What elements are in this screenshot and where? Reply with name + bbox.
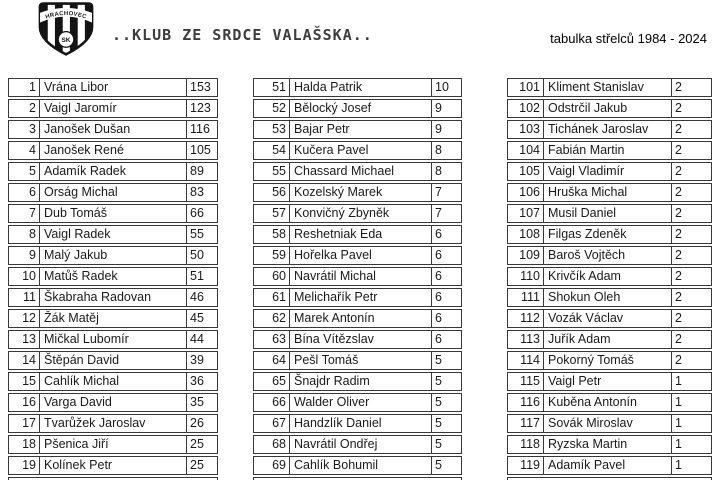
goals-cell: 83: [186, 184, 217, 201]
table-row: [253, 288, 462, 307]
scorers-table-3: [507, 78, 712, 480]
goals-cell: 7: [431, 184, 461, 201]
rank-cell: 65: [272, 374, 286, 388]
goals-cell: 2: [671, 310, 711, 327]
rank-cell: 106: [519, 185, 540, 199]
goals-cell: 51: [186, 268, 217, 285]
rank-cell: 12: [22, 311, 36, 325]
rank-cell: 109: [519, 248, 540, 262]
name-cell: Pešl Tomáš: [289, 352, 431, 369]
table-row: [8, 435, 218, 454]
goals-cell: 45: [186, 310, 217, 327]
goals-cell: 153: [186, 79, 217, 96]
table-row: [507, 456, 712, 475]
table-row: [507, 162, 712, 181]
goals-cell: 6: [431, 310, 461, 327]
rank-cell: 6: [29, 185, 36, 199]
club-crest-icon: [33, 1, 99, 57]
goals-cell: 2: [671, 247, 711, 264]
table-row: [253, 78, 462, 97]
table-row: [507, 99, 712, 118]
rank-cell: 17: [22, 416, 36, 430]
rank-cell: 19: [22, 458, 36, 472]
rank-cell: 8: [29, 227, 36, 241]
name-cell: Navrátil Michal: [289, 268, 431, 285]
name-cell: Varga David: [39, 394, 186, 411]
rank-cell: 113: [520, 332, 540, 346]
goals-cell: 39: [186, 352, 217, 369]
goals-cell: 2: [671, 226, 711, 243]
table-row: [253, 120, 462, 139]
name-cell: Orság Michal: [39, 184, 186, 201]
name-cell: Vaigl Vladimír: [543, 163, 671, 180]
goals-cell: 5: [431, 352, 461, 369]
goals-cell: 5: [431, 415, 461, 432]
scorers-table-2: [253, 78, 462, 480]
rank-cell: 60: [272, 269, 286, 283]
table-row: [507, 246, 712, 265]
goals-cell: 5: [431, 457, 461, 474]
table-row: [507, 120, 712, 139]
table-row: [507, 351, 712, 370]
table-row: [507, 204, 712, 223]
rank-cell: 117: [520, 416, 540, 430]
rank-cell: 11: [23, 290, 36, 304]
table-row: [507, 435, 712, 454]
table-row: [8, 120, 218, 139]
table-row: [8, 99, 218, 118]
rank-cell: 10: [22, 269, 36, 283]
rank-cell: 7: [29, 206, 36, 220]
name-cell: Reshetniak Eda: [289, 226, 431, 243]
rank-cell: 69: [272, 458, 286, 472]
table-row: [8, 162, 218, 181]
rank-cell: 51: [272, 80, 286, 94]
rank-cell: 112: [520, 311, 540, 325]
name-cell: Vaigl Jaromír: [39, 100, 186, 117]
goals-cell: 1: [671, 457, 711, 474]
name-cell: Adamík Pavel: [543, 457, 671, 474]
goals-cell: 10: [431, 79, 461, 96]
goals-cell: 2: [671, 142, 711, 159]
goals-cell: 66: [186, 205, 217, 222]
rank-cell: 64: [272, 353, 286, 367]
rank-cell: 108: [519, 227, 540, 241]
rank-cell: 13: [22, 332, 36, 346]
goals-cell: 2: [671, 100, 711, 117]
rank-cell: 54: [272, 143, 286, 157]
goals-cell: 36: [186, 373, 217, 390]
table-row: [507, 141, 712, 160]
goals-cell: 7: [431, 205, 461, 222]
goals-cell: 50: [186, 247, 217, 264]
goals-cell: 2: [671, 121, 711, 138]
table-row: [507, 414, 712, 433]
rank-cell: 15: [22, 374, 36, 388]
goals-cell: 105: [186, 142, 217, 159]
rank-cell: 52: [272, 101, 286, 115]
club-motto: ..KLUB ZE SRDCE VALAŠSKA..: [112, 26, 373, 44]
name-cell: Halda Patrik: [289, 79, 431, 96]
rank-cell: 105: [519, 164, 540, 178]
rank-cell: 14: [22, 353, 36, 367]
club-logo: [33, 1, 99, 57]
name-cell: Pokorný Tomáš: [543, 352, 671, 369]
rank-cell: 67: [272, 416, 286, 430]
rank-cell: 63: [272, 332, 286, 346]
name-cell: Konvičný Zbyněk: [289, 205, 431, 222]
goals-cell: 2: [671, 268, 711, 285]
table-row: [8, 414, 218, 433]
goals-cell: 1: [671, 415, 711, 432]
table-row: [253, 435, 462, 454]
name-cell: Fabián Martin: [543, 142, 671, 159]
name-cell: Žák Matěj: [39, 310, 186, 327]
name-cell: Musil Daniel: [543, 205, 671, 222]
name-cell: Handzlík Daniel: [289, 415, 431, 432]
goals-cell: 1: [671, 394, 711, 411]
goals-cell: 5: [431, 436, 461, 453]
name-cell: Sovák Miroslav: [543, 415, 671, 432]
goals-cell: 25: [186, 436, 217, 453]
rank-cell: 111: [520, 290, 540, 304]
goals-cell: 123: [186, 100, 217, 117]
rank-cell: 101: [519, 80, 540, 94]
name-cell: Filgas Zdeněk: [543, 226, 671, 243]
goals-cell: 2: [671, 79, 711, 96]
table-row: [8, 78, 218, 97]
name-cell: Hruška Michal: [543, 184, 671, 201]
rank-cell: 18: [22, 437, 36, 451]
name-cell: Cahlík Bohumil: [289, 457, 431, 474]
scorers-table-1: [8, 78, 218, 480]
rank-cell: 55: [272, 164, 286, 178]
name-cell: Hořelka Pavel: [289, 247, 431, 264]
rank-cell: 102: [519, 101, 540, 115]
name-cell: Kolínek Petr: [39, 457, 186, 474]
rank-cell: 66: [272, 395, 286, 409]
table-row: [8, 393, 218, 412]
name-cell: Kliment Stanislav: [543, 79, 671, 96]
table-row: [507, 309, 712, 328]
table-row: [8, 330, 218, 349]
rank-cell: 5: [29, 164, 36, 178]
goals-cell: 2: [671, 352, 711, 369]
goals-cell: 44: [186, 331, 217, 348]
rank-cell: 107: [519, 206, 540, 220]
table-row: [507, 183, 712, 202]
name-cell: Vrána Libor: [39, 79, 186, 96]
rank-cell: 9: [29, 248, 36, 262]
name-cell: Škabraha Radovan: [39, 289, 186, 306]
name-cell: Janošek René: [39, 142, 186, 159]
table-row: [253, 414, 462, 433]
rank-cell: 58: [272, 227, 286, 241]
rank-cell: 56: [272, 185, 286, 199]
name-cell: Krivčík Adam: [543, 268, 671, 285]
name-cell: Chassard Michael: [289, 163, 431, 180]
name-cell: Kozelský Marek: [289, 184, 431, 201]
name-cell: Vaigl Petr: [543, 373, 671, 390]
rank-cell: 61: [272, 290, 286, 304]
goals-cell: 1: [671, 436, 711, 453]
rank-cell: 118: [520, 437, 540, 451]
goals-cell: 2: [671, 289, 711, 306]
table-row: [253, 372, 462, 391]
table-row: [8, 456, 218, 475]
goals-cell: 6: [431, 289, 461, 306]
name-cell: Baroš Vojtěch: [543, 247, 671, 264]
name-cell: Melichařík Petr: [289, 289, 431, 306]
table-row: [253, 225, 462, 244]
goals-cell: 46: [186, 289, 217, 306]
rank-cell: 2: [29, 101, 36, 115]
table-row: [507, 393, 712, 412]
goals-cell: 26: [186, 415, 217, 432]
name-cell: Šnajdr Radim: [289, 373, 431, 390]
table-row: [507, 372, 712, 391]
table-row: [8, 267, 218, 286]
name-cell: Malý Jakub: [39, 247, 186, 264]
rank-cell: 53: [272, 122, 286, 136]
table-row: [253, 456, 462, 475]
name-cell: Janošek Dušan: [39, 121, 186, 138]
table-row: [8, 141, 218, 160]
goals-cell: 9: [431, 121, 461, 138]
rank-cell: 62: [272, 311, 286, 325]
table-row: [253, 267, 462, 286]
rank-cell: 4: [29, 143, 36, 157]
name-cell: Štěpán David: [39, 352, 186, 369]
table-row: [253, 183, 462, 202]
table-row: [507, 288, 712, 307]
name-cell: Kučera Pavel: [289, 142, 431, 159]
table-row: [8, 309, 218, 328]
name-cell: Bína Vítězslav: [289, 331, 431, 348]
goals-cell: 55: [186, 226, 217, 243]
name-cell: Bajar Petr: [289, 121, 431, 138]
table-row: [8, 288, 218, 307]
table-row: [507, 330, 712, 349]
goals-cell: 2: [671, 184, 711, 201]
goals-cell: 5: [431, 373, 461, 390]
table-row: [253, 351, 462, 370]
table-row: [253, 330, 462, 349]
goals-cell: 2: [671, 205, 711, 222]
name-cell: Navrátil Ondřej: [289, 436, 431, 453]
goals-cell: 2: [671, 163, 711, 180]
name-cell: Kuběna Antonín: [543, 394, 671, 411]
rank-cell: 1: [29, 80, 36, 94]
goals-cell: 2: [671, 331, 711, 348]
name-cell: Tvarůžek Jaroslav: [39, 415, 186, 432]
table-row: [8, 204, 218, 223]
name-cell: Matůš Radek: [39, 268, 186, 285]
name-cell: Dub Tomáš: [39, 205, 186, 222]
rank-cell: 104: [519, 143, 540, 157]
goals-cell: 6: [431, 268, 461, 285]
logo-club-name: HRACHOVEC: [44, 10, 88, 21]
rank-cell: 57: [272, 206, 286, 220]
name-cell: Juřík Adam: [543, 331, 671, 348]
name-cell: Bělocký Josef: [289, 100, 431, 117]
rank-cell: 116: [520, 395, 540, 409]
rank-cell: 68: [272, 437, 286, 451]
name-cell: Cahlík Michal: [39, 373, 186, 390]
goals-cell: 5: [431, 394, 461, 411]
document-title: tabulka střelců 1984 - 2024: [550, 31, 707, 46]
name-cell: Ryzska Martin: [543, 436, 671, 453]
logo-club-abbr: SK: [61, 37, 71, 45]
rank-cell: 3: [29, 122, 36, 136]
name-cell: Vaigl Radek: [39, 226, 186, 243]
rank-cell: 103: [519, 122, 540, 136]
table-row: [8, 351, 218, 370]
goals-cell: 1: [671, 373, 711, 390]
rank-cell: 110: [520, 269, 540, 283]
name-cell: Adamík Radek: [39, 163, 186, 180]
name-cell: Vozák Václav: [543, 310, 671, 327]
name-cell: Walder Oliver: [289, 394, 431, 411]
rank-cell: 115: [520, 374, 540, 388]
table-row: [253, 141, 462, 160]
goals-cell: 116: [186, 121, 217, 138]
goals-cell: 8: [431, 142, 461, 159]
name-cell: Pšenica Jiří: [39, 436, 186, 453]
goals-cell: 6: [431, 331, 461, 348]
name-cell: Tichánek Jaroslav: [543, 121, 671, 138]
goals-cell: 6: [431, 247, 461, 264]
goals-cell: 9: [431, 100, 461, 117]
table-row: [253, 246, 462, 265]
name-cell: Mičkal Lubomír: [39, 331, 186, 348]
table-row: [507, 267, 712, 286]
goals-cell: 89: [186, 163, 217, 180]
goals-cell: 35: [186, 394, 217, 411]
rank-cell: 114: [520, 353, 540, 367]
goals-cell: 6: [431, 226, 461, 243]
table-row: [253, 99, 462, 118]
name-cell: Marek Antonín: [289, 310, 431, 327]
table-row: [8, 225, 218, 244]
name-cell: Odstrčil Jakub: [543, 100, 671, 117]
table-row: [507, 225, 712, 244]
rank-cell: 59: [272, 248, 286, 262]
table-row: [253, 162, 462, 181]
goals-cell: 25: [186, 457, 217, 474]
table-row: [8, 183, 218, 202]
table-row: [253, 393, 462, 412]
table-row: [507, 78, 712, 97]
name-cell: Shokun Oleh: [543, 289, 671, 306]
table-row: [8, 246, 218, 265]
rank-cell: 119: [520, 458, 540, 472]
goals-cell: 8: [431, 163, 461, 180]
table-row: [253, 204, 462, 223]
table-row: [253, 309, 462, 328]
rank-cell: 16: [22, 395, 36, 409]
table-row: [8, 372, 218, 391]
